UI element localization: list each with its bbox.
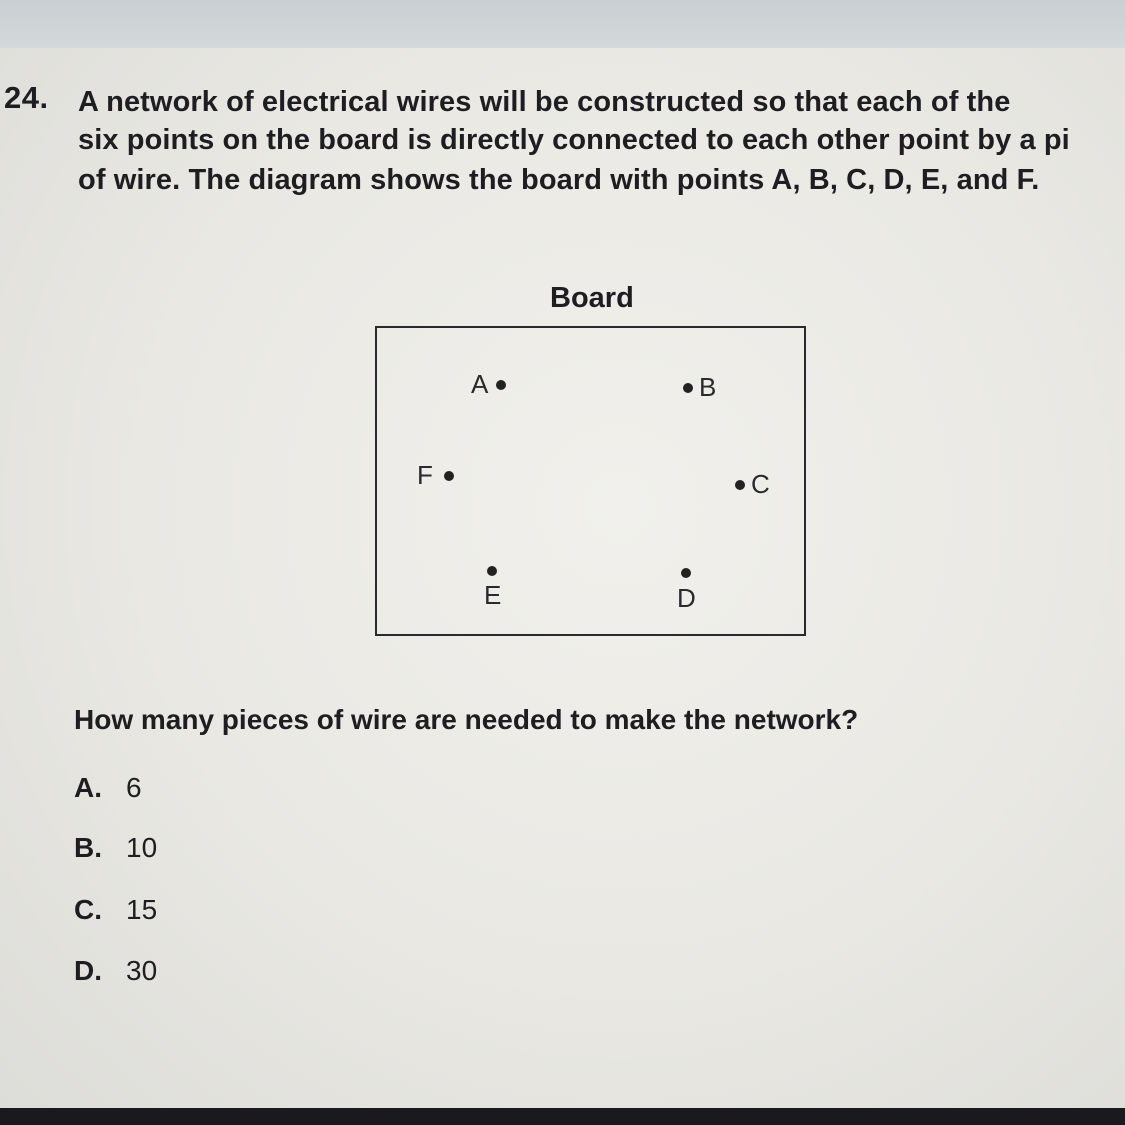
choice-c[interactable] — [74, 894, 157, 926]
point-a-label: A — [471, 369, 489, 399]
choice-d[interactable] — [74, 955, 157, 987]
point-c-label: C — [751, 469, 770, 499]
point-d-dot — [681, 568, 691, 578]
point-f-dot — [444, 471, 454, 481]
header-strip — [0, 0, 1125, 48]
point-e-dot — [487, 566, 497, 576]
point-e-label: E — [484, 580, 502, 610]
board-diagram — [375, 326, 806, 636]
choice-value: 30 — [126, 955, 158, 986]
point-b-label: B — [699, 372, 717, 402]
question-stem-line-2: six points on the board is directly connected to each other point by a pi — [78, 124, 1070, 156]
question-stem-line-3: of wire. The diagram shows the board with points A, B, C, D, E, and F. — [78, 164, 1040, 196]
point-d-label: D — [677, 583, 696, 613]
point-a-dot — [496, 380, 506, 390]
choice-b[interactable] — [74, 832, 157, 864]
point-b-dot — [683, 383, 693, 393]
question-number: 24. — [4, 80, 49, 115]
choice-letter: D. — [74, 955, 102, 986]
point-c-dot — [735, 480, 745, 490]
choice-value: 6 — [126, 772, 142, 803]
choice-letter: C. — [74, 894, 102, 925]
choice-value: 10 — [126, 832, 158, 863]
choice-letter: A. — [74, 772, 102, 803]
question-stem-line-1: A network of electrical wires will be constructed so that each of the — [78, 86, 1011, 118]
choice-a[interactable] — [74, 772, 142, 804]
bottom-edge — [0, 1108, 1125, 1125]
question-prompt: How many pieces of wire are needed to make the network? — [74, 704, 859, 735]
choice-value: 15 — [126, 894, 158, 925]
point-f-label: F — [417, 460, 433, 490]
choice-letter: B. — [74, 832, 102, 863]
board-title: Board — [550, 282, 634, 314]
